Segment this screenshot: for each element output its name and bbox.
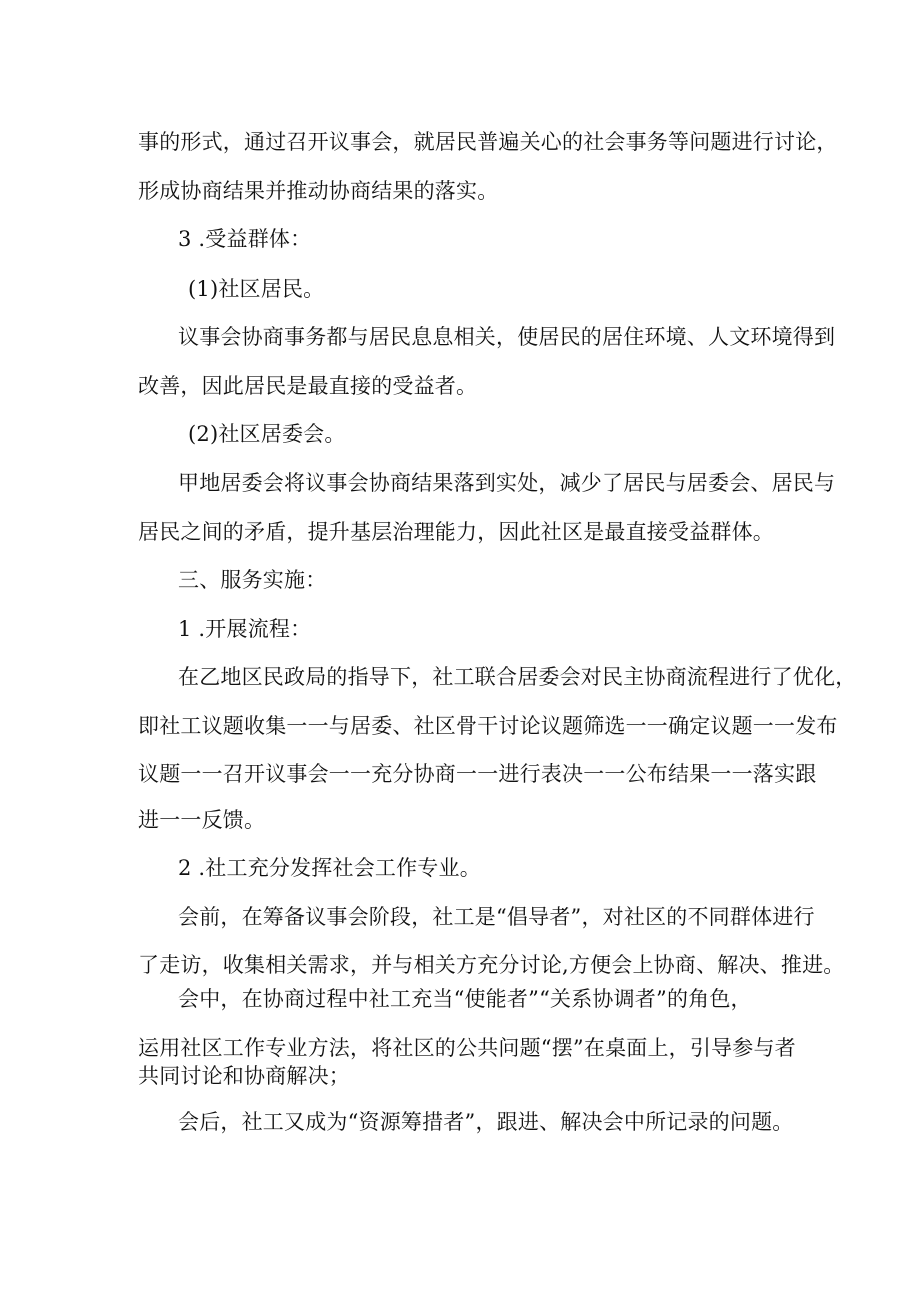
paragraph-line: 事的形式，通过召开议事会，就居民普遍关心的社会事务等问题进行讨论， [138,130,838,154]
paragraph-line: 进一一反馈。 [138,808,266,832]
paragraph-line: 会后，社工又成为“资源筹措者”，跟进、解决会中所记录的问题。 [178,1110,794,1134]
subsection-heading: (1)社区居民。 [188,277,325,301]
section-heading: 1 .开展流程： [178,617,312,641]
paragraph-line: 形成协商结果并推动协商结果的落实。 [138,179,499,203]
section-heading: 三、服务实施： [178,568,327,592]
paragraph-line: 甲地居委会将议事会协商结果落到实处，减少了居民与居委会、居民与 [178,471,836,495]
paragraph-line: 议事会协商事务都与居民息息相关，使居民的居住环境、人文环境得到 [178,325,836,349]
subsection-heading: (2)社区居委会。 [188,422,346,446]
paragraph-line: 改善，因此居民是最直接的受益者。 [138,374,478,398]
paragraph-line: 在乙地区民政局的指导下，社工联合居委会对民主协商流程进行了优化， [178,665,857,689]
section-heading: 3 .受益群体： [178,227,312,251]
paragraph-line: 运用社区工作专业方法，将社区的公共问题“摆”在桌面上，引导参与者 [138,1036,796,1060]
paragraph-line: 了走访，收集相关需求，并与相关方充分讨论,方便会上协商、解决、推进。 [138,953,845,977]
paragraph-line: 会前，在筹备议事会阶段，社工是“倡导者”，对社区的不同群体进行 [178,905,815,929]
paragraph-line: 即社工议题收集一一与居委、社区骨干讨论议题筛选一一确定议题一一发布 [138,714,838,738]
section-heading: 2 .社工充分发挥社会工作专业。 [178,856,481,880]
paragraph-line: 居民之间的矛盾，提升基层治理能力，因此社区是最直接受益群体。 [138,520,774,544]
paragraph-line: 议题一一召开议事会一一充分协商一一进行表决一一公布结果一一落实跟 [138,762,817,786]
paragraph-line: 共同讨论和协商解决； [138,1064,350,1088]
paragraph-line: 会中，在协商过程中社工充当“使能者”“关系协调者”的角色， [178,987,752,1011]
